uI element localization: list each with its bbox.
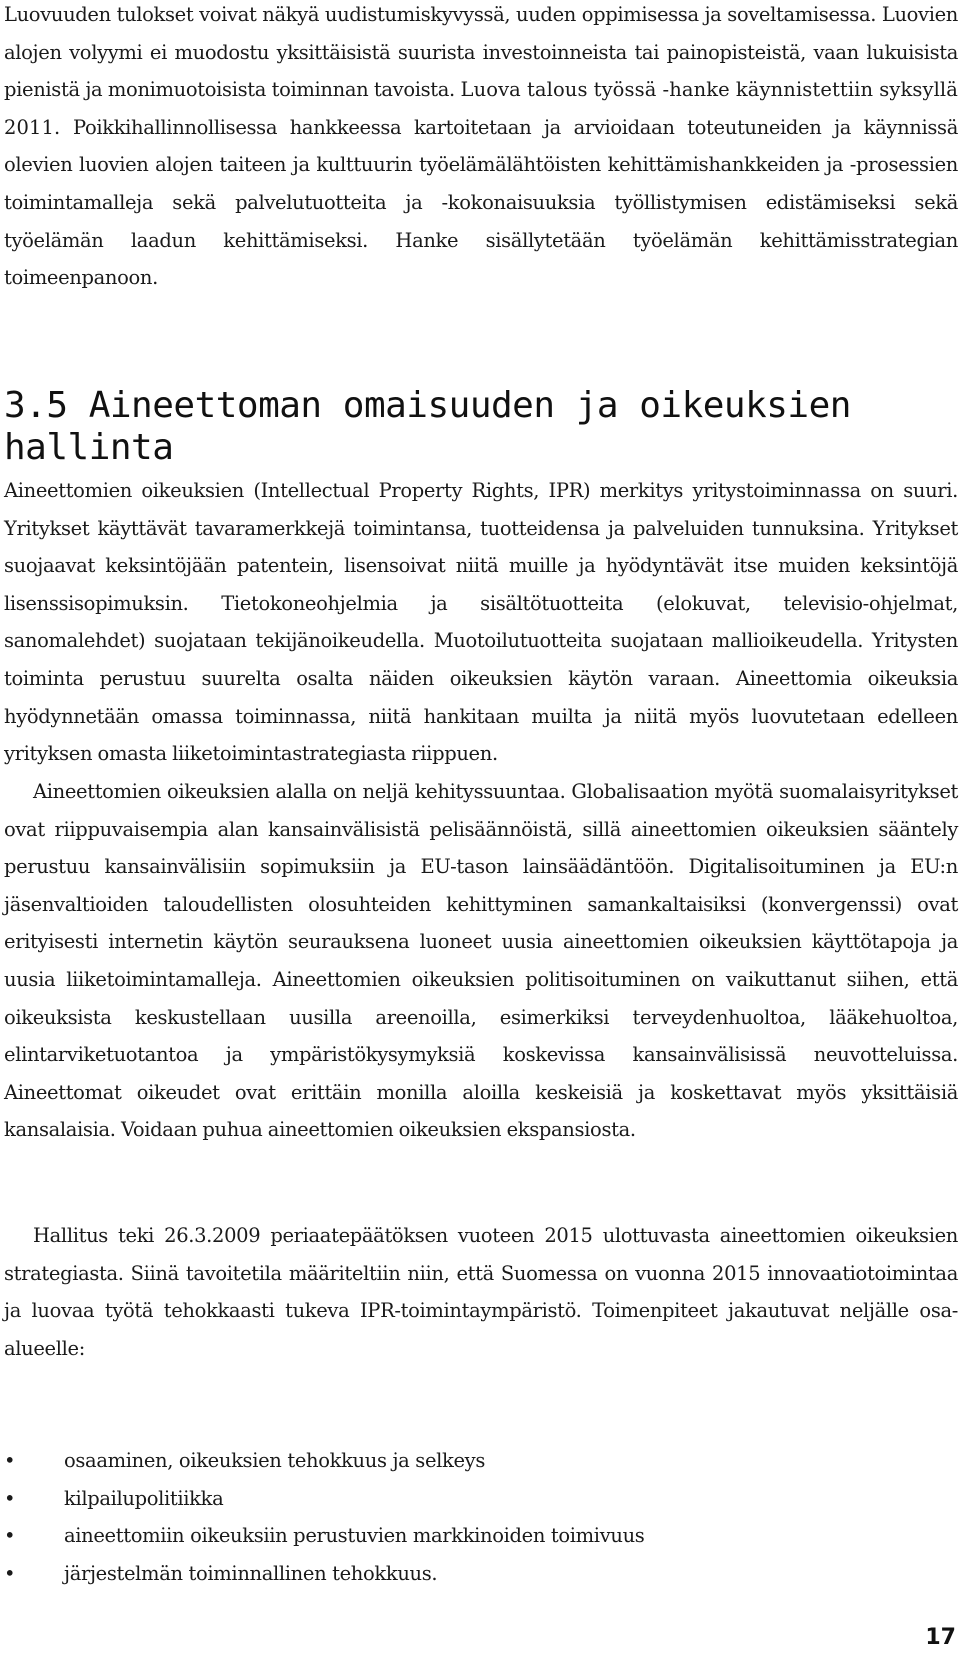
paragraph-ipr-intro: Aineettomien oikeuksien (Intellectual Property Rights, IPR) merkitys yritystoiminnassa on suuri. Yritykset käyttävät tavaramerkkejä toimintansa, tuotteidensa ja palveluiden tunnuksina. Yritykset suojaavat keksintöjään patentein, lisensoivat niitä muille ja hyödyntävät itse muiden keksintöjä lisenssisopimuksin. Tietokoneohjelmia ja sisältötuotteita (elokuvat, televisio-ohjelmat, sanomalehdet) suojataan tekijänoikeudella. Muotoilutuotteita suojataan mallioikeudella. Yritysten toiminta perustuu suurelta osalta näiden oikeuksien käytön varaan. Aineettomia oikeuksia hyödynnetään omassa toiminnassa, niitä hankitaan muilta ja niitä myös luovutetaan edelleen yrityksen omasta liiketoimintastrategiasta riippuen. xyxy=(4,479,958,766)
list-item xyxy=(4,1555,904,1593)
list-item-text: osaaminen, oikeuksien tehokkuus ja selkeys xyxy=(64,1449,485,1472)
paragraph-strategy: Hallitus teki 26.3.2009 periaatepäätöksen vuoteen 2015 ulottuvasta aineettomien oikeuksien strategiasta. Siinä tavoitetila määriteltiin niin, että Suomessa on vuonna 2015 innovaatiotoimintaa ja luovaa työtä tehokkaasti tukeva IPR-toimintaympäristö. Toimenpiteet jakautuvat neljälle osa-alueelle: xyxy=(4,1224,958,1360)
bullet-icon: • xyxy=(4,1561,16,1585)
list-item xyxy=(4,1480,904,1518)
bullet-icon: • xyxy=(4,1486,16,1510)
paragraph-trends: Aineettomien oikeuksien alalla on neljä kehityssuuntaa. Globalisaation myötä suomalaisyritykset ovat riippuvaisempia alan kansainvälisistä pelisäännöistä, sillä aineettomien oikeuksien sääntely perustuu kansainvälisiin sopimuksiin ja EU-tason lainsäädäntöön. Digitalisoituminen ja EU:n jäsenvaltioiden taloudellisten olosuhteiden kehittyminen samankaltaisiksi (konvergenssi) ovat erityisesti internetin käytön seurauksena luoneet uusia aineettomien oikeuksien käyttötapoja ja uusia liiketoimintamalleja. Aineettomien oikeuksien politisoituminen on vaikuttanut siihen, että oikeuksista keskustellaan uusilla areenoilla, esimerkiksi terveydenhuoltoa, lääkehuoltoa, elintarviketuotantoa ja ympäristökysymyksiä koskevissa kansainvälisissä neuvotteluissa. Aineettomat oikeudet ovat erittäin monilla aloilla keskeisiä ja koskettavat myös yksittäisiä kansalaisia. Voidaan puhua aineettomien oikeuksien ekspansiosta. xyxy=(4,780,958,1142)
bullet-icon: • xyxy=(4,1524,16,1548)
bullet-icon: • xyxy=(4,1449,16,1472)
list-item-text: järjestelmän toiminnallinen tehokkuus. xyxy=(64,1561,438,1585)
measures-list xyxy=(4,1442,904,1592)
list-item xyxy=(4,1442,904,1480)
list-item-text: kilpailupolitiikka xyxy=(64,1486,224,1510)
list-item xyxy=(4,1517,904,1555)
page-number: 17 xyxy=(925,1625,956,1650)
project-start-text: Luova talous työssä -hanke käynnistettiin syksyllä 2011. xyxy=(4,78,958,139)
paragraph-intro xyxy=(4,0,958,297)
section-heading: 3.5 Aineettoman omaisuuden ja oikeuksien hallinta xyxy=(4,385,851,468)
list-item-text: aineettomiin oikeuksiin perustuvien markkinoiden toimivuus xyxy=(64,1524,645,1548)
project-description-text: Poikkihallinnollisessa hankkeessa kartoitetaan ja arvioidaan toteutuneiden ja käynnissä olevien luovien alojen taiteen ja kulttuurin työelämälähtöisten kehittämishankkeiden ja -prosessien toimintamalleja sekä palvelutuotteita ja -kokonaisuuksia työllistymisen edistämiseksi sekä työelämän laadun kehittämiseksi. Hanke sisällytetään työelämän kehittämisstrategian toimeenpanoon. xyxy=(4,115,958,290)
intro-text: Luovuuden tulokset voivat näkyä uudistumiskyvyssä, uuden oppimisessa ja soveltamisessa. Luovien alojen volyymi ei muodostu yksittäisistä suurista investoinneista tai painopisteistä, vaan lukuisista pienistä ja monimuotoisista toiminnan tavoista. xyxy=(4,3,958,102)
